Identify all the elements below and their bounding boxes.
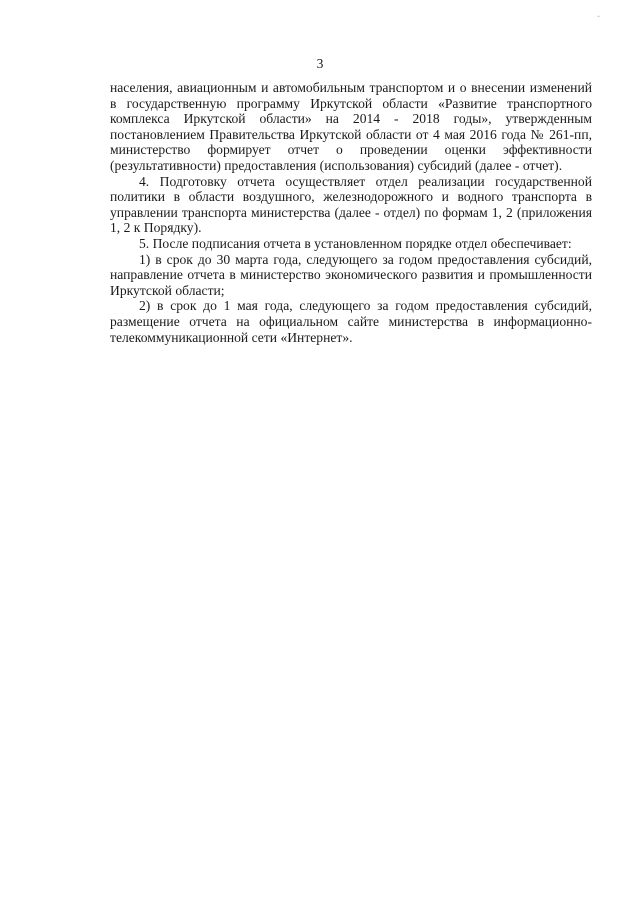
paragraph-continuation: населения, авиационным и автомобильным транспортом и о внесении изменений в государственную программу Иркутской области «Развитие транспортного комплекса Иркутской области» на 2014 - 2018 годы», утвержденным постановлением Правительства Иркутской области от 4 мая 2016 года № 261-пп, министерство формирует отчет о проведении оценки эффективности (результативности) предоставления (использования) субсидий (далее - отчет). <box>110 80 592 173</box>
page-number: 3 <box>316 56 324 71</box>
paragraph-subitem-1: 1) в срок до 30 марта года, следующего за годом предоставления субсидий, направление отчета в министерство экономического развития и промышленности Иркутской области; <box>110 251 592 298</box>
scan-mark: ˇ <box>597 14 600 24</box>
paragraph-subitem-2: 2) в срок до 1 мая года, следующего за годом предоставления субсидий, размещение отчета на официальном сайте министерства в информационно-телекоммуникационной сети «Интернет». <box>110 298 592 345</box>
document-body <box>110 80 592 345</box>
paragraph-item-5: 5. После подписания отчета в установленном порядке отдел обеспечивает: <box>139 235 572 251</box>
paragraph-item-4: 4. Подготовку отчета осуществляет отдел реализации государственной политики в области воздушного, железнодорожного и водного транспорта в управлении транспорта министерства (далее - отдел) по формам 1, 2 (приложения 1, 2 к Порядку). <box>110 173 592 236</box>
